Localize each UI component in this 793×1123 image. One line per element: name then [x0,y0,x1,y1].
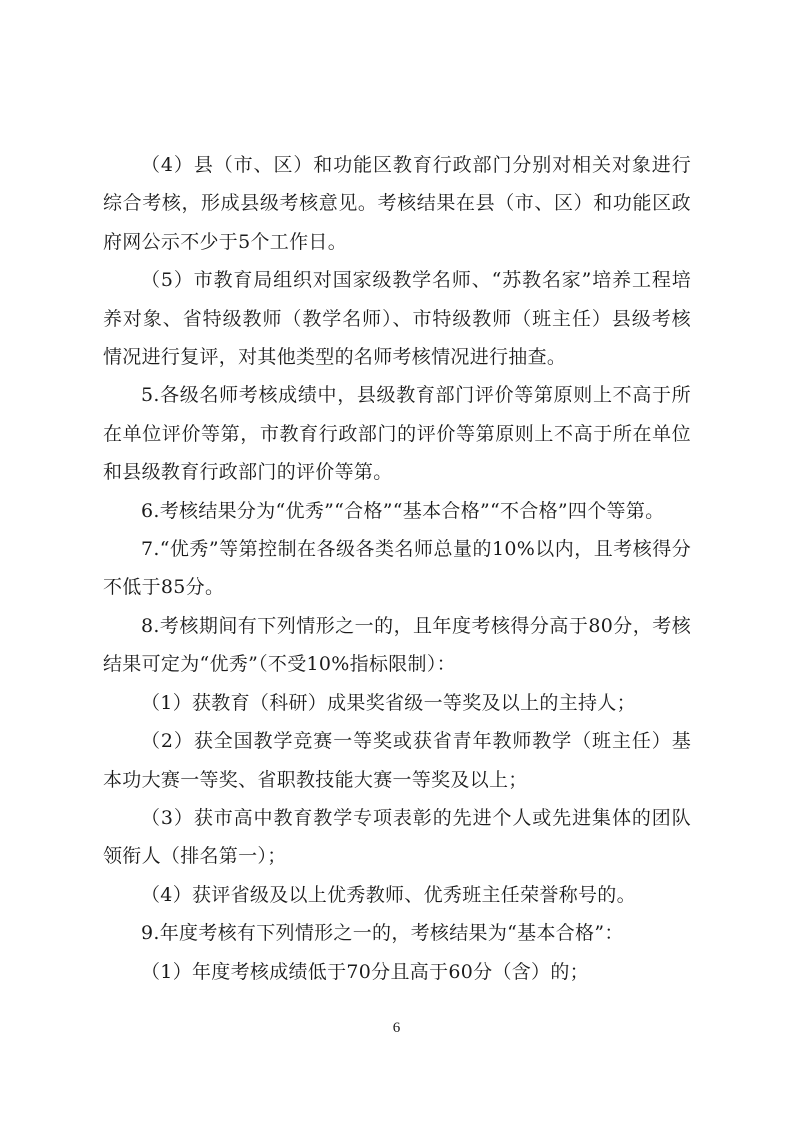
paragraph-county-assessment: （4）县（市、区）和功能区教育行政部门分别对相关对象进行综合考核，形成县级考核意见。考核结果在县（市、区）和功能区政府网公示不少于5个工作日。 [103,154,691,253]
list-item-basic-pass-1: （1）年度考核成绩低于70分且高于60分（含）的； [141,960,589,983]
paragraph-city-review: （5）市教育局组织对国家级教学名师、“苏教名家”培养工程培养对象、省特级教师（教学名师）、市特级教师（班主任）县级考核情况进行复评，对其他类型的名师考核情况进行抽查。 [103,269,691,369]
page-number: 6 [392,1020,401,1036]
list-item-condition-1: （1）获教育（科研）成果奖省级一等奖及以上的主持人； [141,691,636,714]
document-body [103,146,691,991]
paragraph-basic-pass-conditions: 9.年度考核有下列情形之一的，考核结果为“基本合格”： [141,922,624,945]
paragraph-grade-rules: 5.各级名师考核成绩中，县级教育部门评价等第原则上不高于所在单位评价等第，市教育行政部门的评价等第原则上不高于所在单位和县级教育行政部门的评价等第。 [103,384,691,484]
paragraph-excellent-quota: 7.“优秀”等第控制在各级各类名师总量的10%以内，且考核得分不低于85分。 [103,538,691,599]
paragraph-excellent-conditions: 8.考核期间有下列情形之一的，且年度考核得分高于80分，考核结果可定为“优秀”（不受10%指标限制）： [103,614,691,676]
list-item-condition-2: （2）获全国教学竞赛一等奖或获省青年教师教学（班主任）基本功大赛一等奖、省职教技能大赛一等奖及以上； [103,730,691,791]
paragraph-result-levels: 6.考核结果分为“优秀”“合格”“基本合格”“不合格”四个等第。 [141,499,665,522]
list-item-condition-3: （3）获市高中教育教学专项表彰的先进个人或先进集体的团队领衔人（排名第一）； [103,806,691,868]
list-item-condition-4: （4）获评省级及以上优秀教师、优秀班主任荣誉称号的。 [141,883,636,906]
